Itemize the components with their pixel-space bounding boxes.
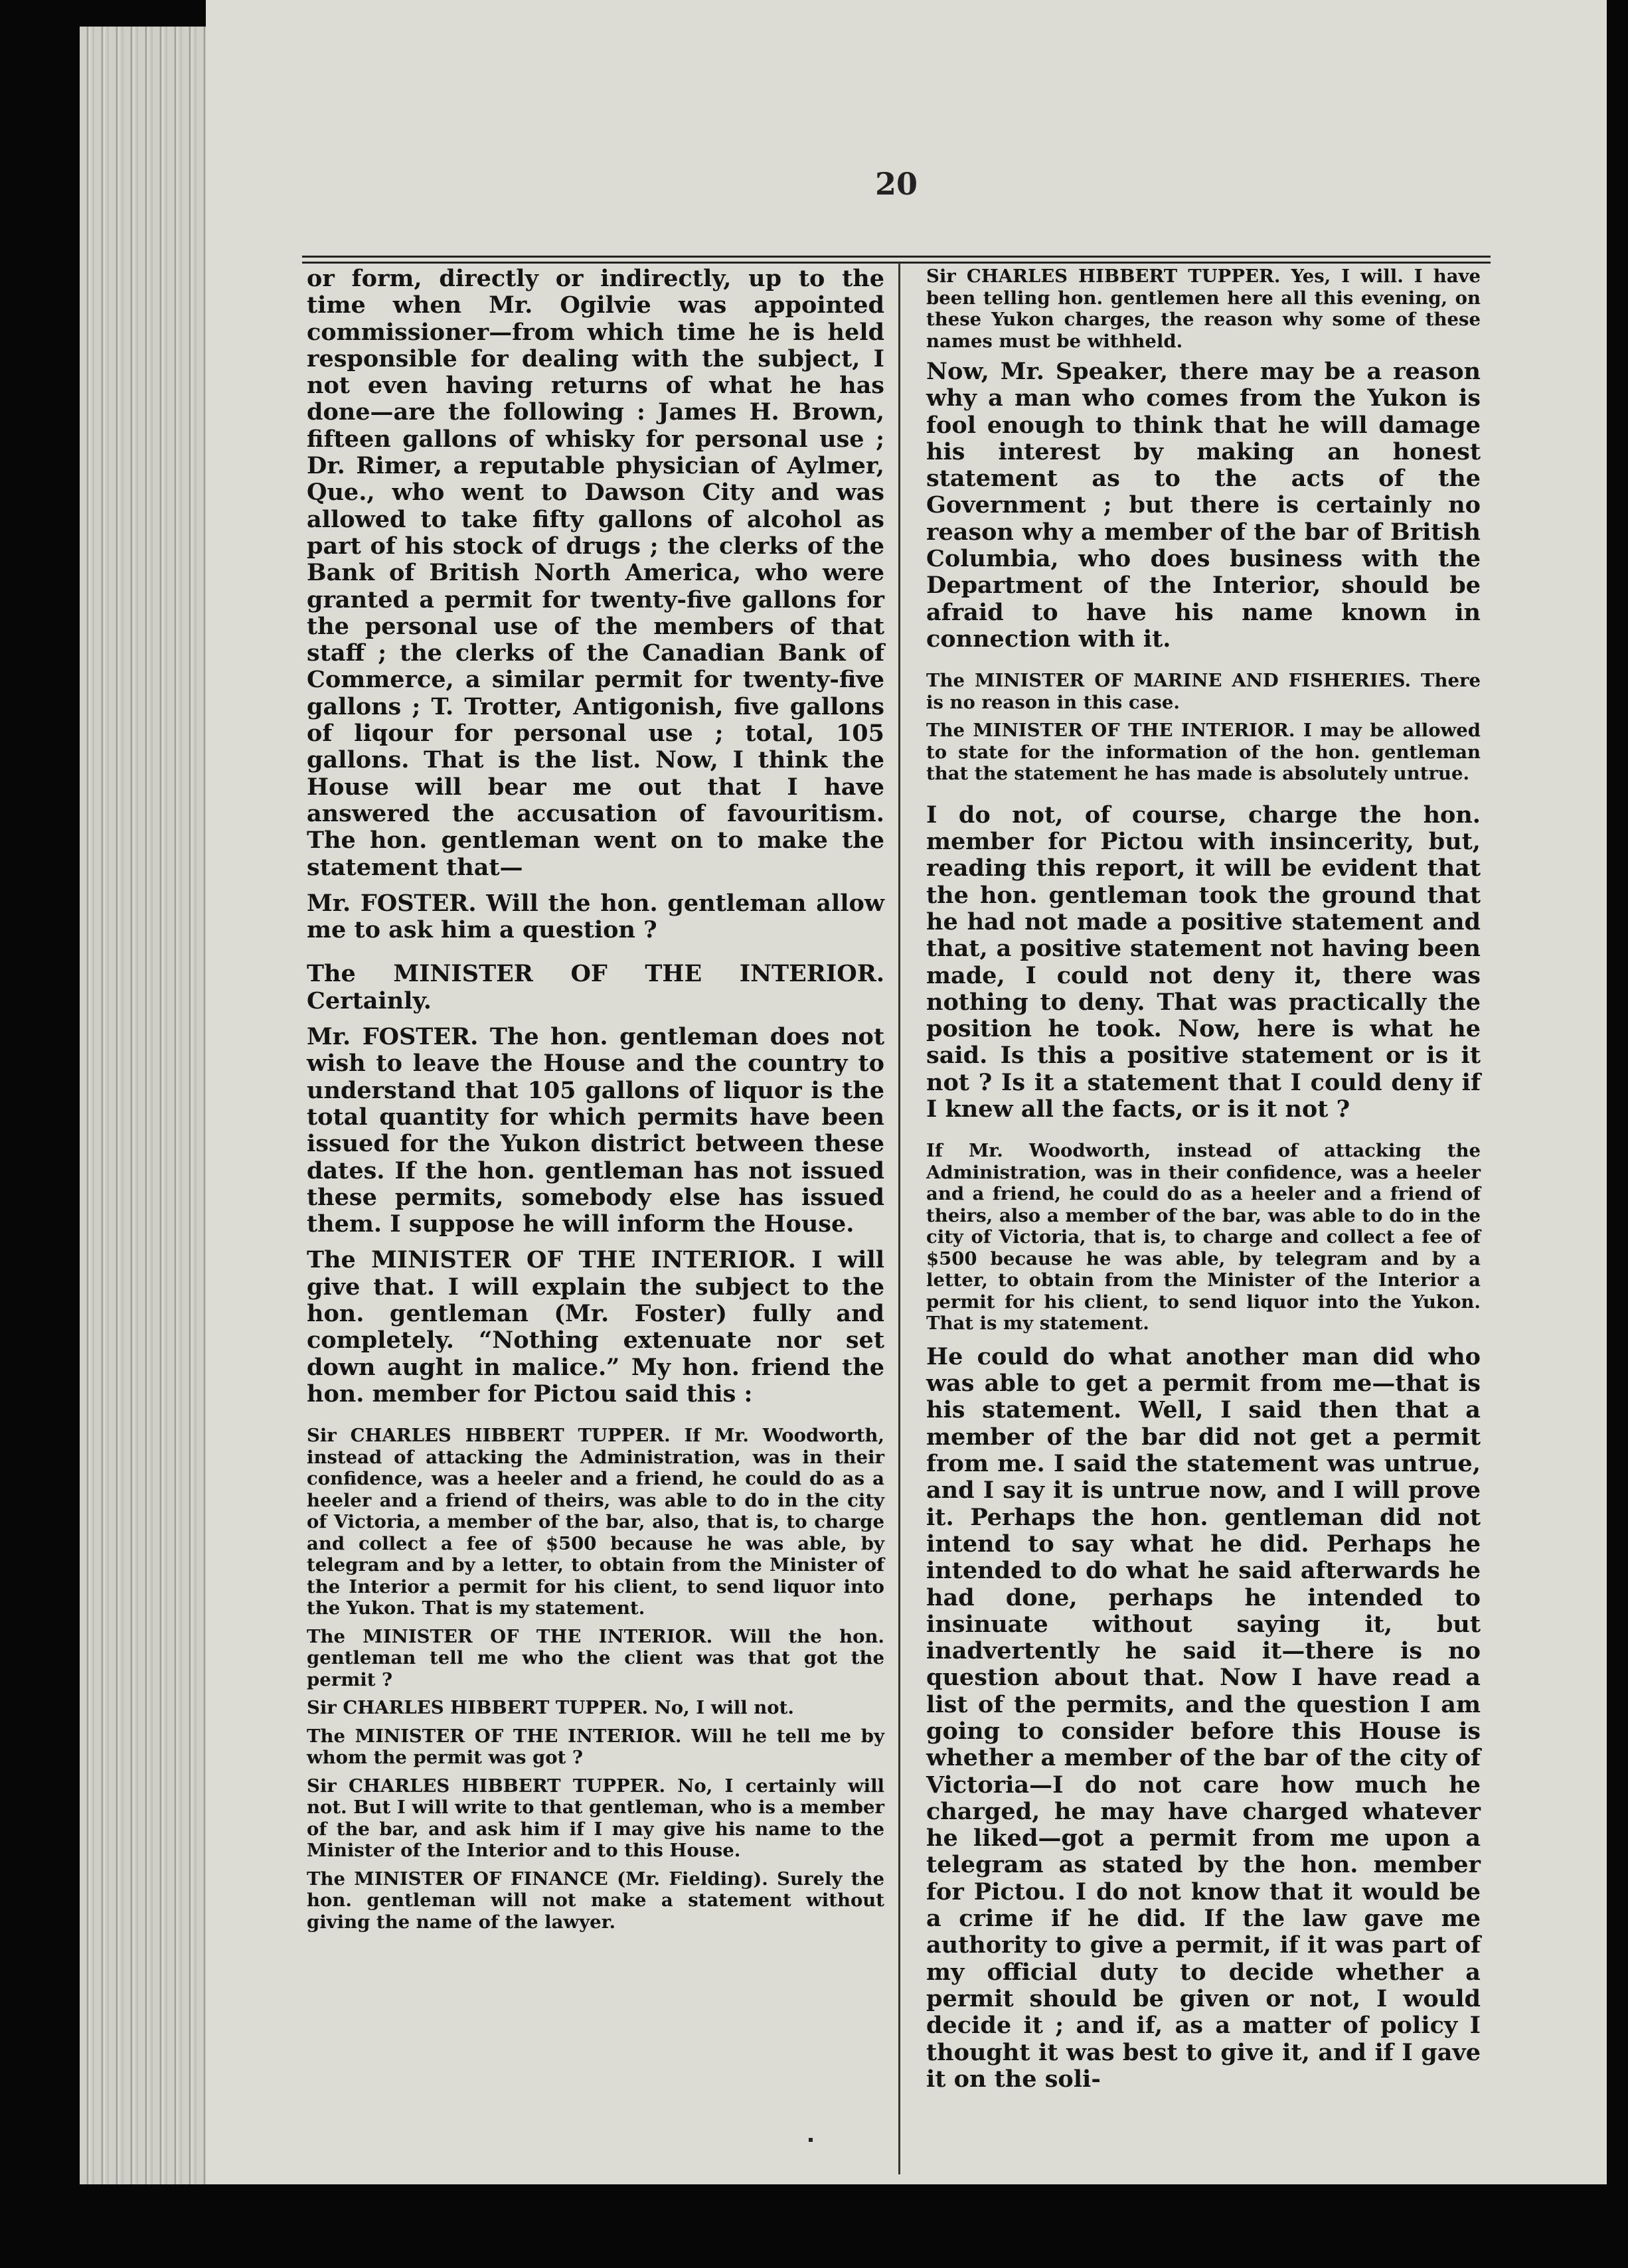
left-paragraph-1: or form, directly or indirectly, up to the time when Mr. Ogilvie was appointed commissioner—from which time he is held responsible for dealing with the subject, I not even having returns of what he has done—are the following : James H. Brown, fifteen gallons of whisky for personal use ; Dr. Rimer, a reputable physician of Aylmer, Que., who went to Dawson City and was allowed to take fifty gallons of alcohol as part of his stock of drugs ; the clerks of the Bank of British North America, who were granted a permit for twenty-five gallons for the personal use of the members of that staff ; the clerks of the Canadian Bank of Commerce, a similar permit for twenty-five gallons ; T. Trotter, Antigonish, five gallons of liqour for personal use ; total, 105 gallons. That is the list. Now, I think the House will bear me out that I have answered the accusation of favouritism. The hon. gentleman went on to make the statement that— [307,265,884,881]
header-double-rule [302,256,1491,264]
left-paragraph-3: The MINISTER OF THE INTERIOR. Certainly. [307,960,884,1014]
left-quote-6: The MINISTER OF FINANCE (Mr. Fielding). Surely the hon. gentleman will not make a statement without giving the name of the lawyer. [307,1868,884,1933]
right-quote-1: Sir CHARLES HIBBERT TUPPER. Yes, I will. I have been telling hon. gentlemen here all this evening, on these Yukon charges, the reason why some of these names must be withheld. [926,266,1481,352]
right-paragraph-1: Now, Mr. Speaker, there may be a reason why a man who comes from the Yukon is fool enough to think that he will damage his interest by making an honest statement as to the acts of the Government ; but there is certainly no reason why a member of the bar of British Columbia, who does business with the Department of the Interior, should be afraid to have his name known in connection with it. [926,358,1481,653]
left-quote-2: The MINISTER OF THE INTERIOR. Will the hon. gentleman tell me who the client was that got the permit ? [307,1625,884,1690]
column-divider [898,262,900,2174]
right-quote-4: If Mr. Woodworth, instead of attacking the Administration, was in their confidence, was a heeler and a friend, he could do as a heeler and a friend of theirs, also a member of the bar, was able to do in the city of Victoria, that is, to charge and collect a fee of $500 because he was able, by telegram and by a letter, to obtain from the Minister of the Interior a permit for his client, to send liquor into the Yukon. That is my statement. [926,1140,1481,1335]
left-paragraph-2: Mr. FOSTER. Will the hon. gentleman allow me to ask him a question ? [307,889,884,944]
left-quote-1: Sir CHARLES HIBBERT TUPPER. If Mr. Woodworth, instead of attacking the Administration, was in their confidence, was a heeler and a friend, he could do as a heeler and a friend of theirs, was able to do in the city of Victoria, a member of the bar, also, that is, to charge and collect a fee of $500 because he was able, by telegram and by a letter, to obtain from the Minister of the Interior a permit for his client, to send liquor into the Yukon. That is my statement. [307,1425,884,1619]
left-quote-4: The MINISTER OF THE INTERIOR. Will he tell me by whom the permit was got ? [307,1725,884,1769]
left-paragraph-5: The MINISTER OF THE INTERIOR. I will give that. I will explain the subject to the hon. gentleman (Mr. Foster) fully and completely. “Nothing extenuate nor set down aught in malice.” My hon. friend the hon. member for Pictou said this : [307,1246,884,1408]
right-paragraph-3: He could do what another man did who was able to get a permit from me—that is his statement. Well, I said then that a member of the bar did not get a permit from me. I said the statement was untrue, and I say it is untrue now, and I will prove it. Perhaps the hon. gentleman did not intend to say what he did. Perhaps he intended to do what he said afterwards he had done, perhaps he intended to insinuate without saying it, but inadvertently he said it—there is no question about that. Now I have read a list of the permits, and the question I am going to consider before this House is whether a member of the bar of the city of Victoria—I do not care how much he charged, he may have charged whatever he liked—got a permit from me upon a telegram as stated by the hon. member for Pictou. I do not know that it would be a crime if he did. If the law gave me authority to give a permit, if it was part of my official duty to decide whether a permit should be given or not, I would decide it ; and if, as a matter of policy I thought it was best to give it, and if I gave it on the soli- [926,1342,1481,2093]
print-speck [809,2138,813,2142]
right-quote-3: The MINISTER OF THE INTERIOR. I may be allowed to state for the information of the hon. gentleman that the statement he has made is absolutely untrue. [926,720,1481,785]
left-quote-5: Sir CHARLES HIBBERT TUPPER. No, I certainly will not. But I will write to that gentleman, who is a member of the bar, and ask him if I may give his name to the Minister of the Interior and to this House. [307,1775,884,1862]
left-quote-3: Sir CHARLES HIBBERT TUPPER. No, I will not. [307,1697,794,1719]
right-quote-2: The MINISTER OF MARINE AND FISHERIES. There is no reason in this case. [926,670,1481,713]
right-paragraph-2: I do not, of course, charge the hon. member for Pictou with insincerity, but, reading this report, it will be evident that the hon. gentleman took the ground that he had not made a positive statement and that, a positive statement not having been made, I could not deny it, there was nothing to deny. That was practically the position he took. Now, here is what he said. Is this a positive statement or is it not ? Is it a statement that I could deny if I knew all the facts, or is it not ? [926,801,1481,1123]
page-number: 20 [874,166,918,202]
right-column [926,266,1481,2099]
left-paragraph-4: Mr. FOSTER. The hon. gentleman does not wish to leave the House and the country to understand that 105 gallons of liquor is the total quantity for which permits have been issued for the Yukon district between these dates. If the hon. gentleman has not issued these permits, somebody else has issued them. I suppose he will inform the House. [307,1023,884,1238]
left-column [307,266,884,1939]
